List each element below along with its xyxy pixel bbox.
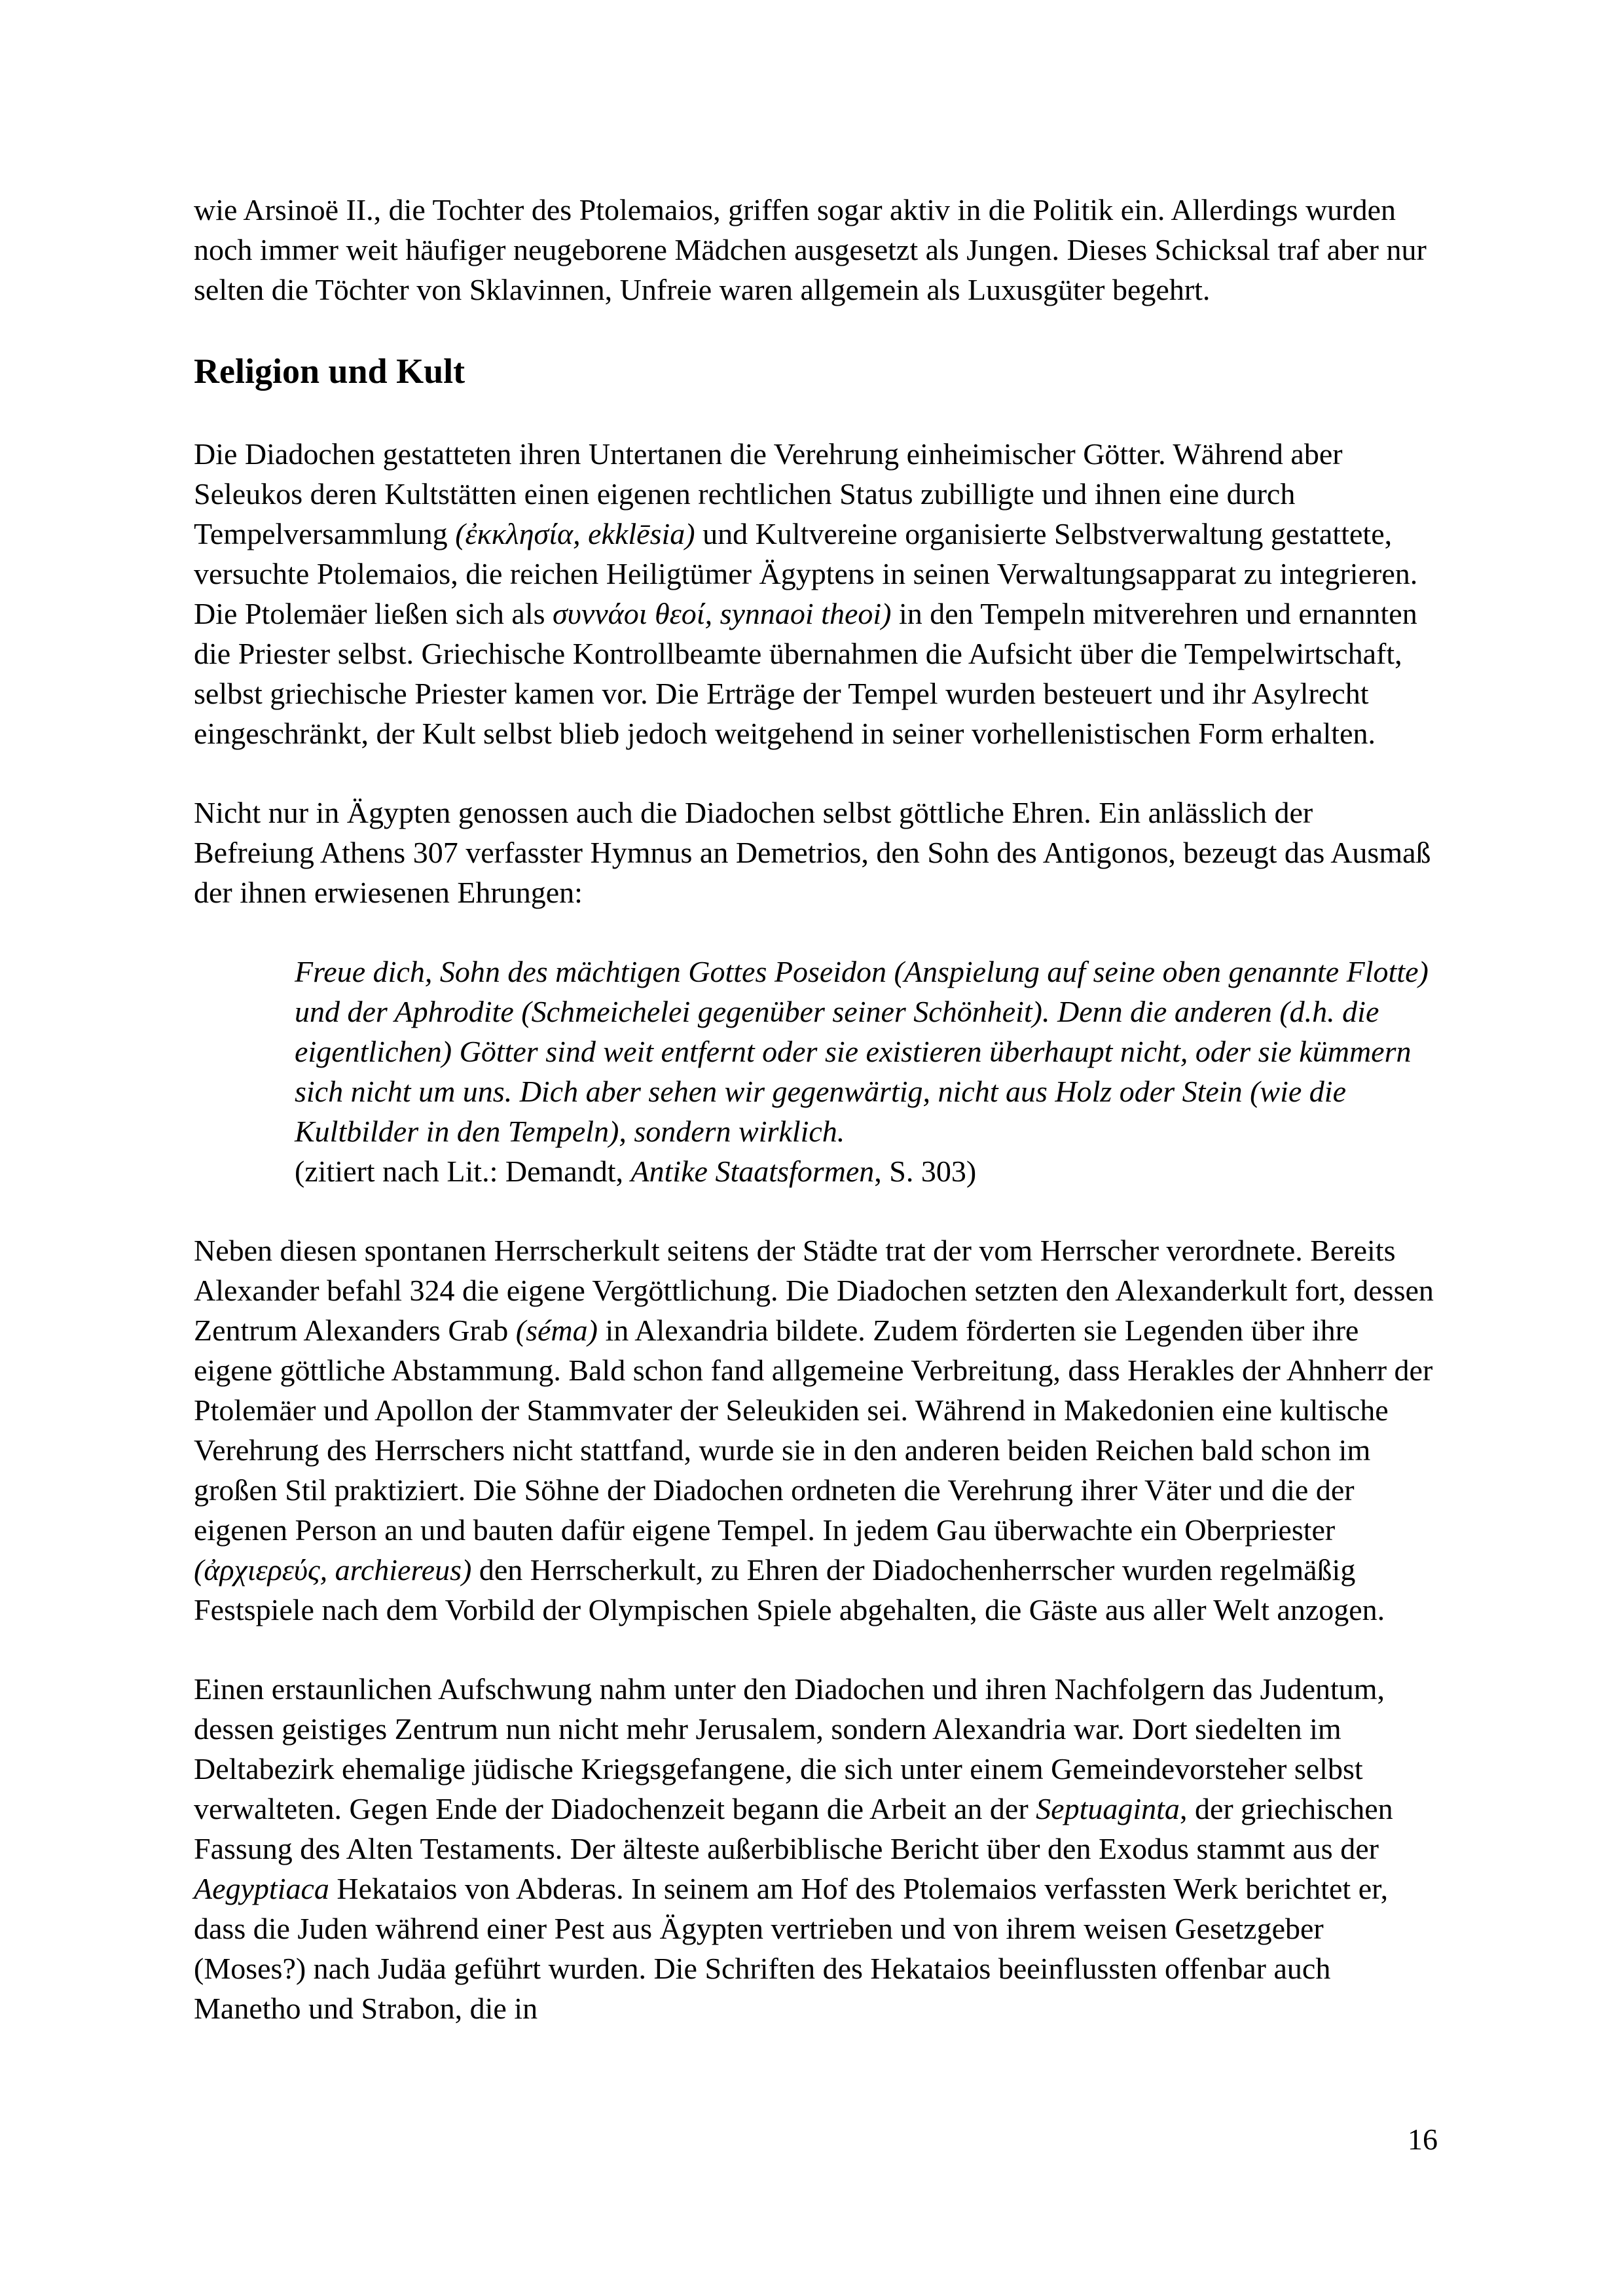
paragraph-herrscherkult [194,1230,1438,1630]
text-run: in den Tempeln mitverehren und ernannten die Priester selbst. Griechische Kontrollbeamte übernahmen die Aufsicht über die Tempelwirtschaft, selbst griechische Priester kamen vor. Die Erträge der Tempel wurden besteuert und ihr Asylrecht eingeschränkt, der Kult selbst blieb jedoch weitgehend in seiner vorhellenistischen Form erhalten. [194,597,1417,750]
paragraph-diadochen-goetter [194,434,1438,753]
quote-text: Freue dich, Sohn des mächtigen Gottes Poseidon (Anspielung auf seine oben genannte Flotte) und der Aphrodite (Schmeichelei gegenüber seiner Schönheit). Denn die anderen (d.h. die eigentlichen) Götter sind weit entfernt oder sie existieren überhaupt nicht, oder sie kümmern sich nicht um uns. Dich aber sehen wir gegenwärtig, nicht aus Holz oder Stein (wie die Kultbilder in den Tempeln), sondern wirklich. [295,955,1429,1148]
greek-term-synnaoi: συννάοι θεοί, synnaoi theoi) [553,597,892,630]
section-heading: Religion und Kult [194,351,465,391]
text-run: und Kultvereine organisierte Selbstverwaltung gestattete, versuchte Ptolemaios, die reichen Heiligtümer Ägyptens in seinen Verwaltungsapparat zu integrieren. Die Ptolemäer ließen sich als [194,517,1418,630]
text-run: Neben diesen spontanen Herrscherkult seitens der Städte trat der vom Herrscher verordnete. Bereits Alexander befahl 324 die eigene Vergöttlichung. Die Diadochen setzten den Alexanderkult fort, dessen Zentrum Alexanders Grab [194,1234,1434,1347]
quote-citation [295,1151,1434,1191]
citation-title: Antike Staatsformen [630,1155,875,1188]
title-septuaginta: Septuaginta [1036,1792,1180,1825]
text-run: Hekataios von Abderas. In seinem am Hof des Ptolemaios verfassten Werk berichtet er, dass die Juden während einer Pest aus Ägypten vertrieben und von ihrem weisen Gesetzgeber (Moses?) nach Judäa geführt wurden. Die Schriften des Hekataios beeinflussten offenbar auch Manetho und Strabon, die in [194,1872,1389,2025]
text-run: , der griechischen Fassung des Alten Testaments. Der älteste außerbiblische Bericht über den Exodus stammt aus der [194,1792,1393,1865]
page-body [194,190,1438,2028]
paragraph-judentum [194,1669,1438,2028]
greek-term-archiereus: (ἀρχιερεύς, archiereus) [194,1553,472,1587]
text-run: in Alexandria bildete. Zudem förderten sie Legenden über ihre eigene göttliche Abstammung. Bald schon fand allgemeine Verbreitung, dass Herakles der Ahnherr der Ptolemäer und Apollon der Stammvater der Seleukiden sei. Während in Makedonien eine kultische Verehrung des Herrschers nicht stattfand, wurde sie in den anderen beiden Reichen bald schon im großen Stil praktiziert. Die Söhne der Diadochen ordneten die Verehrung ihrer Väter und die der eigenen Person an und bauten dafür eigene Tempel. In jedem Gau überwachte ein Oberpriester [194,1314,1433,1547]
citation-suffix: , S. 303) [874,1155,977,1188]
text-run: Die Diadochen gestatteten ihren Untertanen die Verehrung einheimischer Götter. Während aber Seleukos deren Kultstätten einen eigenen rechtlichen Status zubilligte und ihnen eine durch Tempelversammlung [194,437,1343,550]
term-sema: (séma) [515,1314,598,1347]
greek-term-ekklesia: (ἐκκλησία, ekklēsia) [455,517,695,550]
paragraph-goettliche-ehren: Nicht nur in Ägypten genossen auch die Diadochen selbst göttliche Ehren. Ein anlässlich der Befreiung Athens 307 verfasster Hymnus an Demetrios, den Sohn des Antigonos, bezeugt das Ausmaß der ihnen erwiesenen Ehrungen: [194,796,1431,909]
block-quote [194,952,1434,1191]
citation-prefix: (zitiert nach Lit.: Demandt, [295,1155,631,1188]
title-aegyptiaca: Aegyptiaca [194,1872,329,1905]
paragraph-arsinoe: wie Arsinoë II., die Tochter des Ptolemaios, griffen sogar aktiv in die Politik ein. Allerdings wurden noch immer weit häufiger neugeborene Mädchen ausgesetzt als Jungen. Dieses Schicksal traf aber nur selten die Töchter von Sklavinnen, Unfreie waren allgemein als Luxusgüter begehrt. [194,193,1427,306]
text-run: den Herrscherkult, zu Ehren der Diadochenherrscher wurden regelmäßig Festspiele nach dem Vorbild der Olympischen Spiele abgehalten, die Gäste aus aller Welt anzogen. [194,1553,1385,1626]
page-number: 16 [1408,2123,1438,2156]
text-run: Einen erstaunlichen Aufschwung nahm unter den Diadochen und ihren Nachfolgern das Judentum, dessen geistiges Zentrum nun nicht mehr Jerusalem, sondern Alexandria war. Dort siedelten im Deltabezirk ehemalige jüdische Kriegsgefangene, die sich unter einem Gemeindevorsteher selbst verwalteten. Gegen Ende der Diadochenzeit begann die Arbeit an der [194,1672,1385,1825]
